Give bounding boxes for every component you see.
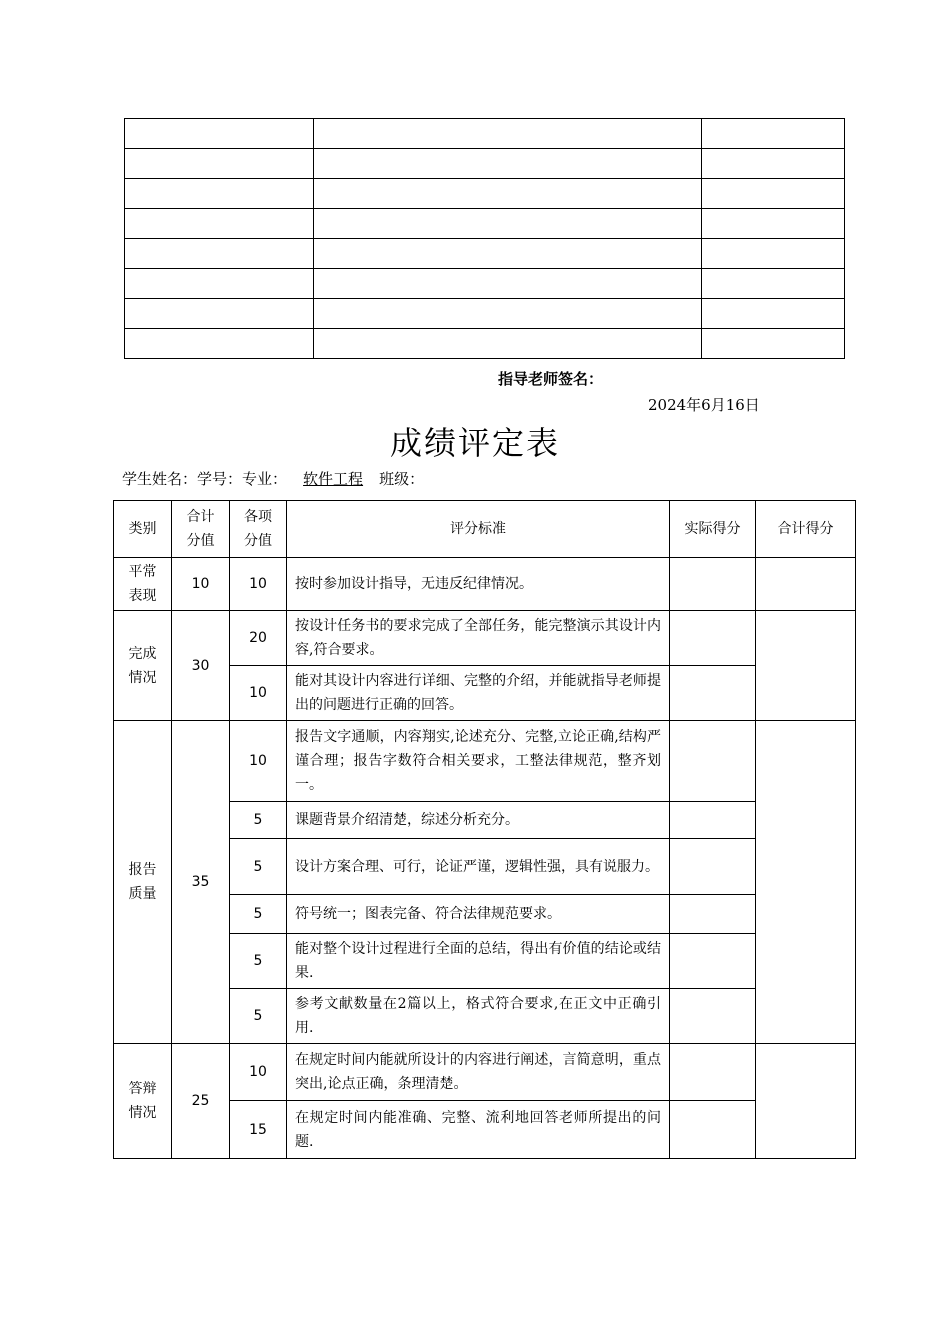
item-points: 10 bbox=[230, 666, 287, 721]
major-label: 专业： bbox=[242, 470, 288, 488]
header-item-points: 各项 分值 bbox=[230, 501, 287, 558]
criteria-text: 能对其设计内容进行详细、完整的介绍，并能就指导老师提出的问题进行正确的回答。 bbox=[287, 666, 670, 721]
total-points: 25 bbox=[172, 1044, 230, 1159]
header-total-points: 合计 分值 bbox=[172, 501, 230, 558]
category-cell: 完成 情况 bbox=[114, 611, 172, 721]
name-label: 学生姓名： bbox=[122, 470, 198, 488]
actual-score-cell[interactable] bbox=[670, 1101, 756, 1159]
criteria-text: 参考文献数量在2篇以上，格式符合要求,在正文中正确引用. bbox=[287, 989, 670, 1044]
item-points: 10 bbox=[230, 1044, 287, 1101]
table-row bbox=[114, 1044, 856, 1101]
criteria-text: 在规定时间内能准确、完整、流利地回答老师所提出的问题. bbox=[287, 1101, 670, 1159]
header-total-score: 合计得分 bbox=[756, 501, 856, 558]
major-value: 软件工程 bbox=[303, 470, 364, 488]
blank-row bbox=[125, 119, 845, 149]
item-points: 15 bbox=[230, 1101, 287, 1159]
criteria-text: 按时参加设计指导，无违反纪律情况。 bbox=[287, 558, 670, 611]
total-score-cell[interactable] bbox=[756, 611, 856, 721]
item-points: 20 bbox=[230, 611, 287, 666]
table-row bbox=[114, 611, 856, 666]
blank-row bbox=[125, 179, 845, 209]
item-points: 5 bbox=[230, 839, 287, 895]
actual-score-cell[interactable] bbox=[670, 989, 756, 1044]
blank-row bbox=[125, 149, 845, 179]
actual-score-cell[interactable] bbox=[670, 839, 756, 895]
category-cell: 平常 表现 bbox=[114, 558, 172, 611]
blank-row bbox=[125, 329, 845, 359]
header-criteria: 评分标准 bbox=[287, 501, 670, 558]
total-score-cell[interactable] bbox=[756, 721, 856, 1044]
criteria-text: 按设计任务书的要求完成了全部任务，能完整演示其设计内容,符合要求。 bbox=[287, 611, 670, 666]
date: 2024年6月16日 bbox=[648, 396, 760, 414]
item-points: 5 bbox=[230, 934, 287, 989]
criteria-text: 符号统一；图表完备、符合法律规范要求。 bbox=[287, 895, 670, 934]
item-points: 5 bbox=[230, 895, 287, 934]
criteria-text: 报告文字通顺，内容翔实,论述充分、完整,立论正确,结构严谨合理；报告字数符合相关要求，工整法律规范，整齐划一。 bbox=[287, 721, 670, 802]
blank-row bbox=[125, 209, 845, 239]
total-score-cell[interactable] bbox=[756, 558, 856, 611]
actual-score-cell[interactable] bbox=[670, 934, 756, 989]
item-points: 5 bbox=[230, 802, 287, 839]
student-info bbox=[122, 468, 424, 489]
actual-score-cell[interactable] bbox=[670, 802, 756, 839]
total-points: 10 bbox=[172, 558, 230, 611]
supervisor-signature-label: 指导老师签名： bbox=[498, 370, 604, 388]
criteria-text: 在规定时间内能就所设计的内容进行阐述，言简意明，重点突出,论点正确，条理清楚。 bbox=[287, 1044, 670, 1101]
blank-row bbox=[125, 299, 845, 329]
category-cell: 答辩 情况 bbox=[114, 1044, 172, 1159]
blank-table bbox=[124, 118, 845, 359]
total-points: 30 bbox=[172, 611, 230, 721]
total-points: 35 bbox=[172, 721, 230, 1044]
actual-score-cell[interactable] bbox=[670, 666, 756, 721]
blank-row bbox=[125, 269, 845, 299]
item-points: 5 bbox=[230, 989, 287, 1044]
table-row bbox=[114, 558, 856, 611]
criteria-text: 能对整个设计过程进行全面的总结，得出有价值的结论或结果. bbox=[287, 934, 670, 989]
header-row bbox=[114, 501, 856, 558]
item-points: 10 bbox=[230, 558, 287, 611]
header-actual-score: 实际得分 bbox=[670, 501, 756, 558]
blank-row bbox=[125, 239, 845, 269]
id-label: 学号： bbox=[197, 470, 243, 488]
criteria-text: 设计方案合理、可行，论证严谨，逻辑性强，具有说服力。 bbox=[287, 839, 670, 895]
total-score-cell[interactable] bbox=[756, 1044, 856, 1159]
actual-score-cell[interactable] bbox=[670, 895, 756, 934]
class-label: 班级： bbox=[379, 470, 425, 488]
actual-score-cell[interactable] bbox=[670, 1044, 756, 1101]
criteria-text: 课题背景介绍清楚，综述分析充分。 bbox=[287, 802, 670, 839]
item-points: 10 bbox=[230, 721, 287, 802]
table-row bbox=[114, 721, 856, 802]
header-category: 类别 bbox=[114, 501, 172, 558]
actual-score-cell[interactable] bbox=[670, 611, 756, 666]
actual-score-cell[interactable] bbox=[670, 558, 756, 611]
page-title: 成绩评定表 bbox=[389, 424, 560, 462]
actual-score-cell[interactable] bbox=[670, 721, 756, 802]
grade-table bbox=[113, 500, 856, 1159]
category-cell: 报告 质量 bbox=[114, 721, 172, 1044]
